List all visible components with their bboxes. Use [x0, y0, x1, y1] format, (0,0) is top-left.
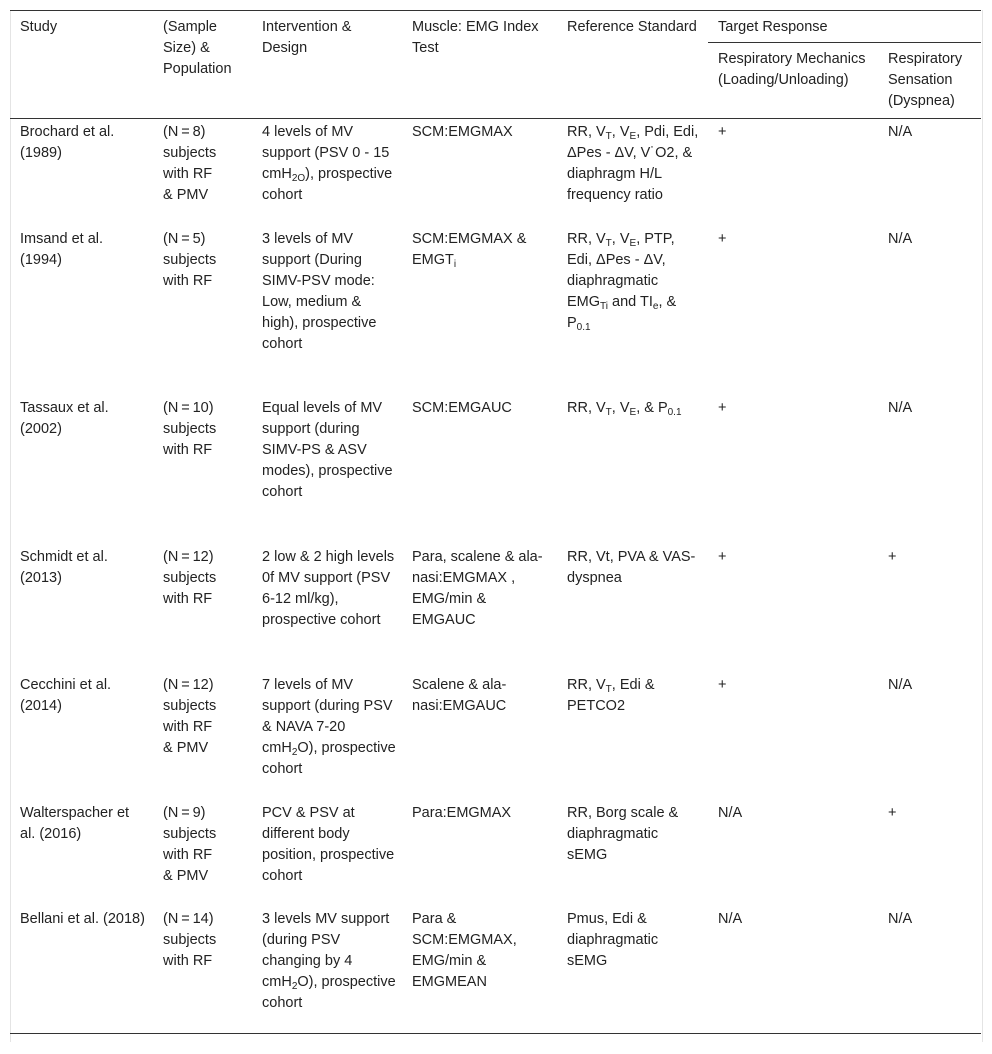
sample-cell	[153, 226, 252, 395]
table-row	[10, 395, 981, 544]
sample-cell	[153, 544, 252, 672]
sample-line: (N = 14)	[163, 910, 214, 927]
sensation-cell: N/A	[888, 910, 913, 927]
header-intervention: Intervention & Design	[252, 11, 402, 119]
sample-line: (N = 5)	[163, 230, 206, 247]
table-row	[10, 672, 981, 800]
mechanics-cell: +	[718, 548, 727, 565]
intervention-cell: 4 levels of MV support (PSV 0 - 15 cmH$_{2O}$), prospective cohort	[262, 124, 393, 203]
sample-line: subjects	[163, 931, 217, 948]
sample-line: with RF	[163, 846, 213, 863]
sample-line: (N = 12)	[163, 548, 214, 565]
sample-line: with RF	[163, 718, 213, 735]
header-emg-index: Muscle: EMG Index Test	[402, 11, 557, 119]
sample-line: with RF	[163, 590, 213, 607]
study-cell: Cecchini et al. (2014)	[20, 676, 112, 714]
mechanics-cell: +	[718, 124, 727, 140]
reference-cell: RR, Borg scale & diaphragmatic sEMG	[567, 804, 679, 863]
mechanics-cell: N/A	[718, 910, 743, 927]
intervention-cell: PCV & PSV at different body position, prospective cohort	[262, 804, 395, 884]
header-reference: Reference Standard	[557, 11, 708, 119]
sample-line: with RF	[163, 272, 213, 289]
emg-index-cell: Para:EMGMAX	[412, 804, 512, 821]
intervention-cell: 3 levels of MV support (During SIMV-PSV mode: Low, medium & high), prospective cohort	[262, 230, 377, 352]
mechanics-cell: +	[718, 399, 727, 416]
reference-cell: RR, $V_T$, $V_E$, Pdi, Edi, ΔPes - ΔV, V˙O2, & diaphragm H/L frequency ratio	[567, 124, 699, 203]
study-cell: Schmidt et al. (2013)	[20, 548, 108, 586]
sensation-cell: N/A	[888, 230, 913, 247]
sample-cell	[153, 906, 252, 1034]
emg-index-cell: SCM:EMGMAX & $EMGT_i$	[412, 230, 527, 270]
sample-line: (N = 10)	[163, 399, 214, 416]
reference-cell: RR, $V_T$, $V_E$, PTP, Edi, ΔPes - ΔV, diaphragmatic $EMG_{Ti}$ and $TI_e$, & $P_{0.1}$	[567, 230, 677, 333]
intervention-cell: 3 levels MV support (during PSV changing by 4 cmH$_2$O), prospective cohort	[262, 910, 396, 1011]
reference-cell: RR, Vt, PVA & VAS-dyspnea	[567, 548, 696, 586]
mechanics-cell: +	[718, 230, 727, 247]
table-row	[10, 906, 981, 1034]
sample-line: (N = 9)	[163, 804, 206, 821]
emg-index-cell: Para & SCM:EMGMAX, EMG/min & EMGMEAN	[412, 910, 517, 990]
study-table	[10, 10, 981, 1034]
sample-line: subjects	[163, 569, 217, 586]
table-row	[10, 544, 981, 672]
table-row	[10, 800, 981, 906]
sensation-cell: N/A	[888, 124, 913, 140]
study-cell: Walterspacher et al. (2016)	[20, 804, 130, 842]
sample-line: (N = 8)	[163, 124, 206, 140]
sample-line: & PMV	[163, 187, 209, 203]
table-body	[10, 119, 981, 1034]
reference-cell: Pmus, Edi & diaphragmatic sEMG	[567, 910, 659, 969]
intervention-cell: Equal levels of MV support (during SIMV-PS & ASV modes), prospective cohort	[262, 399, 393, 500]
sample-line: & PMV	[163, 867, 209, 884]
mechanics-cell: +	[718, 676, 727, 693]
table-row	[10, 226, 981, 395]
sensation-cell: N/A	[888, 676, 913, 693]
header-sensation: Respiratory Sensation (Dyspnea)	[878, 43, 981, 119]
header-target-response: Target Response	[708, 11, 981, 43]
reference-cell: RR, $V_T$, Edi & PETCO2	[567, 676, 655, 714]
sample-line: & PMV	[163, 739, 209, 756]
sensation-cell: +	[888, 804, 897, 821]
sample-line: subjects	[163, 697, 217, 714]
sample-cell	[153, 800, 252, 906]
intervention-cell: 7 levels of MV support (during PSV & NAVA 7-20 cmH$_2$O), prospective cohort	[262, 676, 396, 777]
emg-index-cell: Para, scalene & ala-nasi:EMGMAX , EMG/min & EMGAUC	[412, 548, 543, 628]
study-cell: Imsand et al. (1994)	[20, 230, 104, 268]
study-cell: Brochard et al. (1989)	[20, 124, 115, 161]
emg-index-cell: SCM:EMGAUC	[412, 399, 512, 416]
sample-line: with RF	[163, 952, 213, 969]
sample-cell	[153, 119, 252, 226]
mechanics-cell: N/A	[718, 804, 743, 821]
sample-line: with RF	[163, 166, 213, 182]
sample-line: (N = 12)	[163, 676, 214, 693]
study-cell: Tassaux et al. (2002)	[20, 399, 109, 437]
reference-cell: RR, $V_T$, $V_E$, & $P_{0.1}$	[567, 399, 682, 418]
sample-cell	[153, 395, 252, 544]
sample-line: subjects	[163, 145, 217, 161]
sensation-cell: +	[888, 548, 897, 565]
study-cell: Bellani et al. (2018)	[20, 910, 145, 927]
intervention-cell: 2 low & 2 high levels 0f MV support (PSV 6-12 ml/kg), prospective cohort	[262, 548, 395, 628]
sample-cell	[153, 672, 252, 800]
header-study: Study	[10, 11, 153, 119]
table-row	[10, 119, 981, 226]
header-sample: (Sample Size) & Population	[153, 11, 252, 119]
sample-line: subjects	[163, 420, 217, 437]
sample-line: subjects	[163, 825, 217, 842]
sample-line: with RF	[163, 441, 213, 458]
header-mechanics: Respiratory Mechanics (Loading/Unloading)	[708, 43, 878, 119]
emg-index-cell: Scalene & ala-nasi:EMGAUC	[412, 676, 507, 714]
sample-line: subjects	[163, 251, 217, 268]
sensation-cell: N/A	[888, 399, 913, 416]
emg-index-cell: SCM:EMGMAX	[412, 124, 513, 140]
